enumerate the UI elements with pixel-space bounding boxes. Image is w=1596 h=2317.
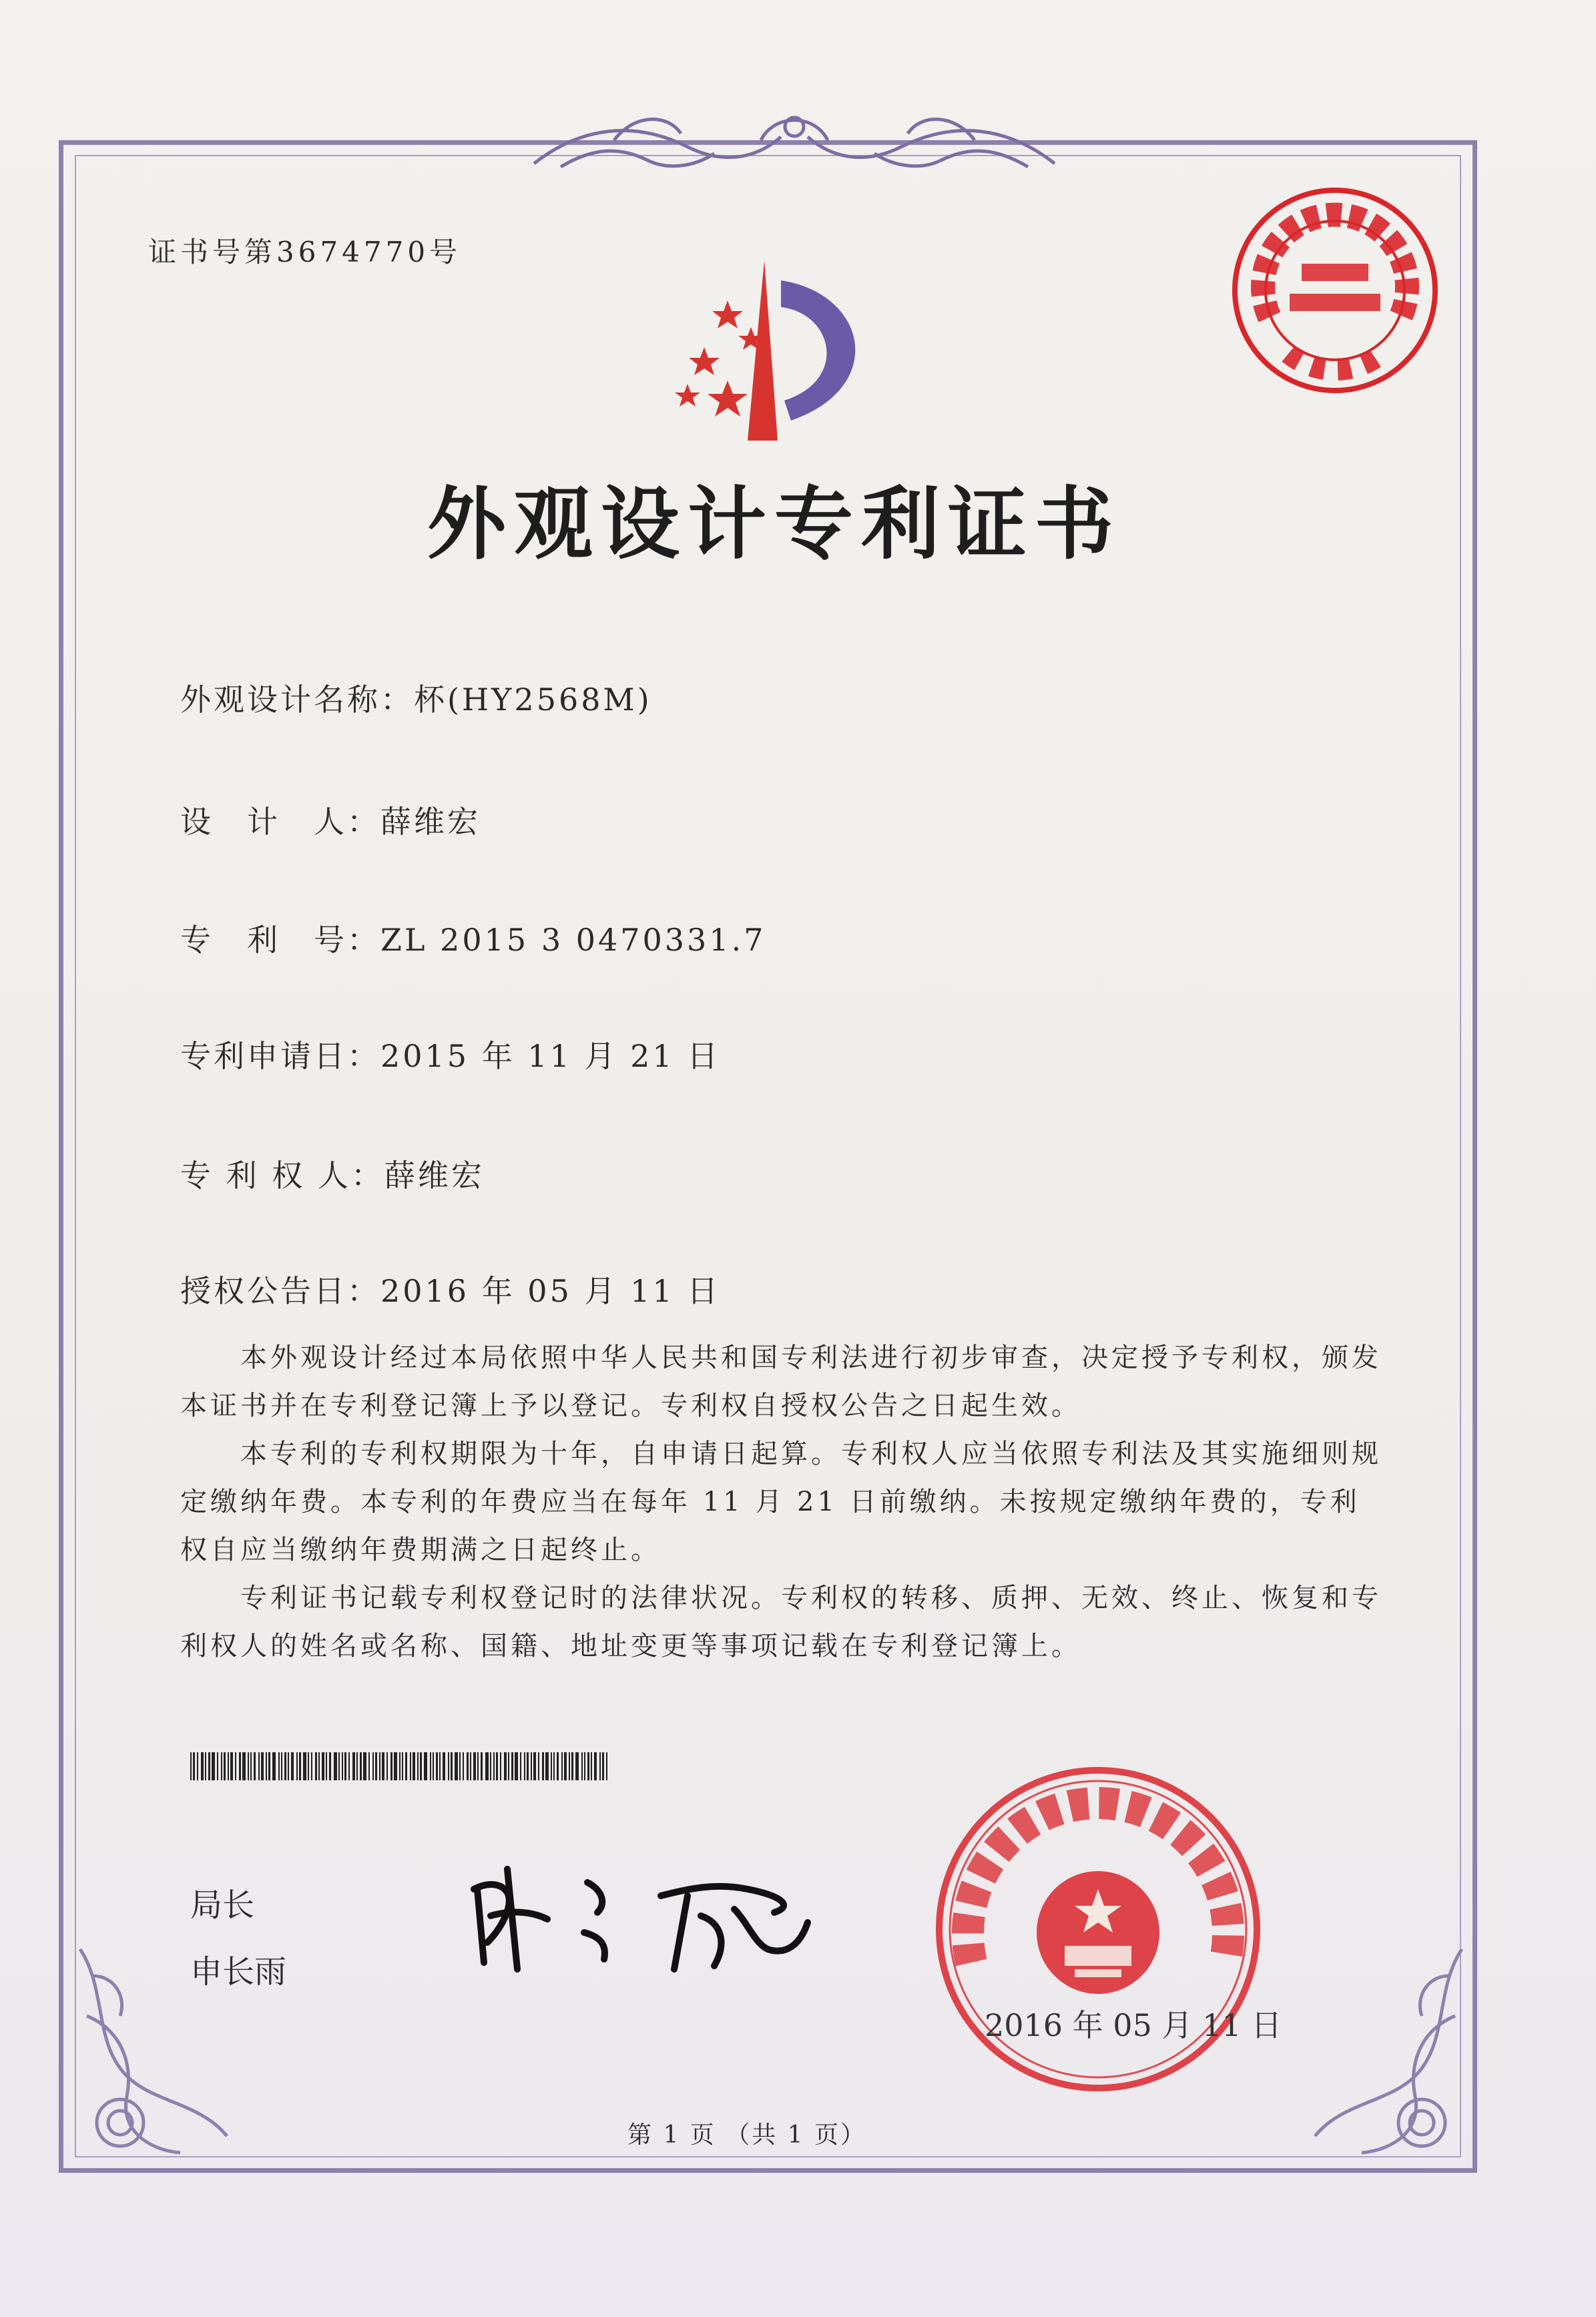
filing-date-label: 专利申请日： [180,1038,380,1074]
barcode-bar [221,1752,222,1780]
barcode-bar [508,1752,509,1780]
barcode-bar [386,1752,388,1780]
barcode-bar [363,1752,366,1780]
designer-label: 设 计 人： [180,804,380,840]
page-number: 第 1 页 （共 1 页） [627,2121,867,2149]
barcode-bar [315,1752,317,1780]
barcode-bar [459,1752,461,1780]
patent-number-label: 专 利 号： [180,922,380,958]
barcode-bar [477,1752,479,1780]
barcode-bar [208,1752,210,1780]
tax-stamp-seal [1228,184,1442,397]
barcode-bar [511,1752,513,1780]
filing-date-value: 2015 年 11 月 21 日 [380,1038,721,1074]
barcode-bar [545,1752,549,1780]
barcode-bar [485,1752,489,1780]
barcode-bar [490,1752,491,1780]
barcode-bar [439,1752,441,1780]
barcode-bar [284,1752,286,1780]
barcode-bar [493,1752,495,1780]
barcode-bar [266,1752,267,1780]
barcode-bar [291,1752,294,1780]
barcode-bar [448,1752,449,1780]
barcode-bar [261,1752,264,1780]
barcode-bar [190,1752,192,1780]
grant-date-label: 授权公告日： [180,1273,380,1309]
barcode-bar [557,1752,559,1780]
barcode-bar [599,1752,601,1780]
barcode-bar [587,1752,589,1780]
barcode-bar [372,1752,374,1780]
barcode-bar [356,1752,358,1780]
barcode-bar [515,1752,518,1780]
barcode-bar [193,1752,195,1780]
barcode-bar [278,1752,280,1780]
barcode-bar [524,1752,525,1780]
barcode-bar [602,1752,604,1780]
patentee-label: 专 利 权 人： [180,1157,384,1194]
barcode-bar [299,1752,301,1780]
barcode-bar [352,1752,355,1780]
barcode-bar [451,1752,453,1780]
barcode-bar [250,1752,252,1780]
certificate-number: 证书号第3674770号 [148,236,462,268]
barcode-bar [239,1752,241,1780]
barcode-bar [569,1752,570,1780]
barcode-bar [205,1752,206,1780]
barcode-bar [242,1752,246,1780]
barcode-bar [344,1752,346,1780]
barcode-bar [420,1752,422,1780]
barcode-bar [318,1752,320,1780]
director-title: 局长 [190,1886,255,1924]
barcode-bar [481,1752,483,1780]
barcode-bar [571,1752,573,1780]
barcode-bar [402,1752,403,1780]
bottom-right-ornament [1302,1936,1475,2163]
barcode-bar [224,1752,226,1780]
barcode-bar [375,1752,377,1780]
patentee-row [180,1151,485,1196]
barcode-bar [564,1752,567,1780]
filing-date-row [180,1032,720,1076]
barcode-bar [230,1752,233,1780]
seal-date: 2016 年 05 月 11 日 [985,2007,1282,2043]
designer-row [180,798,481,842]
patent-number-row [180,916,766,960]
barcode-bar [463,1752,464,1780]
barcode-bar [410,1752,411,1780]
barcode-bar [322,1752,324,1780]
barcode-bar [197,1752,198,1780]
barcode-bar [342,1752,343,1780]
barcode-bar [594,1752,597,1780]
barcode-bar [500,1752,501,1780]
barcode-bar [368,1752,370,1780]
barcode-bar [360,1752,362,1780]
barcode-bar [455,1752,458,1780]
barcode-bar [433,1752,434,1780]
barcode-bar [311,1752,312,1780]
grant-date-row [180,1267,720,1311]
designer-value: 薛维宏 [380,804,481,840]
barcode-bar [527,1752,529,1780]
barcode-bar [258,1752,260,1780]
barcode-bar [417,1752,419,1780]
barcode-bar [413,1752,415,1780]
grant-date-value: 2016 年 05 月 11 日 [380,1273,721,1309]
barcode-bar [542,1752,544,1780]
barcode-bar [334,1752,337,1780]
official-seal [931,1762,1265,2096]
barcode-bar [235,1752,236,1780]
barcode-bar [606,1752,607,1780]
barcode-bar [551,1752,552,1780]
barcode-bar [575,1752,579,1780]
barcode-bar [390,1752,392,1780]
barcode-bar [591,1752,592,1780]
design-name-value: 杯(HY2568M) [414,682,652,718]
barcode-bar [443,1752,445,1780]
barcode-bar [520,1752,521,1780]
barcode-bar [436,1752,438,1780]
barcode [190,1752,607,1780]
barcode-bar [561,1752,563,1780]
patent-number-value: ZL 2015 3 0470331.7 [380,922,766,958]
barcode-bar [581,1752,583,1780]
barcode-bar [329,1752,331,1780]
barcode-bar [553,1752,555,1780]
barcode-bar [272,1752,276,1780]
body-paragraph-1: 本外观设计经过本局依照中华人民共和国专利法进行初步审查，决定授予专利权，颁发本证书并在专利登记簿上予以登记。专利权自授权公告之日起生效。 [180,1342,1382,1421]
barcode-bar [533,1752,536,1780]
top-ornament [521,100,1068,187]
barcode-bar [430,1752,431,1780]
patent-office-logo [647,254,901,447]
barcode-bar [399,1752,401,1780]
barcode-bar [248,1752,249,1780]
barcode-bar [496,1752,498,1780]
director-signature [461,1842,834,1976]
barcode-bar [473,1752,476,1780]
barcode-bar [424,1752,427,1780]
barcode-bar [254,1752,256,1780]
patentee-value: 薛维宏 [384,1157,485,1194]
barcode-bar [394,1752,397,1780]
barcode-bar [348,1752,350,1780]
barcode-bar [467,1752,469,1780]
certificate-body [180,1334,1385,1670]
barcode-bar [538,1752,539,1780]
barcode-bar [296,1752,298,1780]
barcode-bar [303,1752,306,1780]
barcode-bar [228,1752,229,1780]
barcode-bar [201,1752,204,1780]
barcode-bar [212,1752,215,1780]
barcode-bar [281,1752,282,1780]
certificate-title: 外观设计专利证书 [427,478,1122,570]
barcode-bar [268,1752,270,1780]
body-paragraph-2: 本专利的专利权期限为十年，自申请日起算。专利权人应当依照专利法及其实施细则规定缴纳年费。本专利的年费应当在每年 11 月 21 日前缴纳。未按规定缴纳年费的，专利权自应当缴纳年费期满之日起终止。 [180,1439,1382,1565]
design-name-row [180,676,652,720]
barcode-bar [308,1752,309,1780]
design-name-label: 外观设计名称： [180,682,414,718]
barcode-bar [382,1752,384,1780]
barcode-bar [217,1752,218,1780]
barcode-bar [470,1752,471,1780]
barcode-bar [288,1752,289,1780]
body-paragraph-3: 专利证书记载专利权登记时的法律状况。专利权的转移、质押、无效、终止、恢复和专利权人的姓名或名称、国籍、地址变更等事项记载在专利登记簿上。 [180,1583,1382,1661]
barcode-bar [379,1752,380,1780]
barcode-bar [338,1752,340,1780]
barcode-bar [326,1752,327,1780]
barcode-bar [584,1752,585,1780]
barcode-bar [405,1752,407,1780]
barcode-bar [531,1752,532,1780]
director-name: 申长雨 [190,1953,287,1991]
barcode-bar [504,1752,507,1780]
